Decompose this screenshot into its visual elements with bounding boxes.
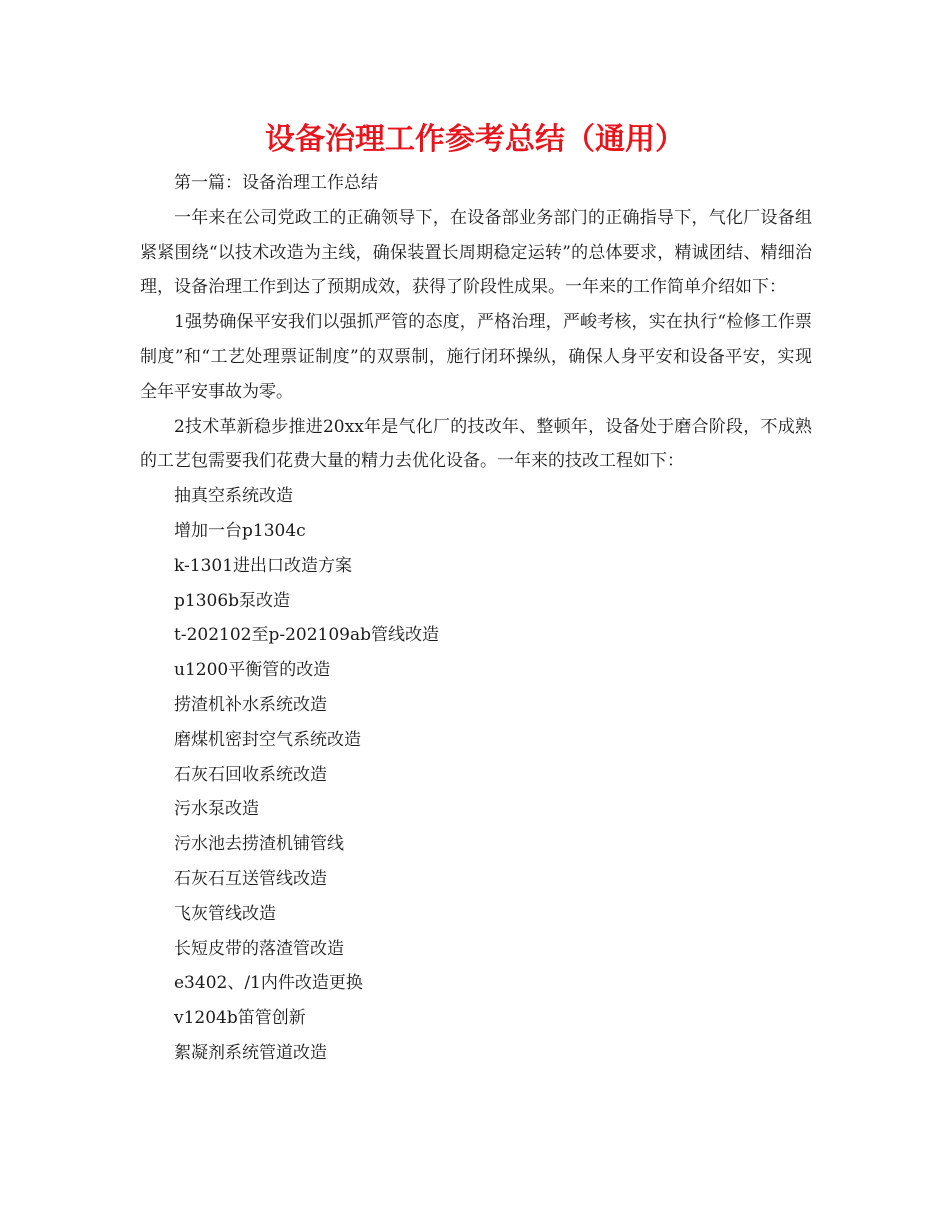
paragraph-safety: 1强势确保平安我们以强抓严管的态度，严格治理，严峻考核，实在执行“检修工作票制度”和“工艺处理票证制度”的双票制，施行闭环操纵，确保人身平安和设备平安，实现全年平安事故为零。 bbox=[140, 312, 812, 402]
paragraph-tech: 2技术革新稳步推进20xx年是气化厂的技改年、整顿年，设备处于磨合阶段，不成熟的工艺包需要我们花费大量的精力去优化设备。一年来的技改工程如下： bbox=[140, 416, 812, 472]
list-item: e3402、/1内件改造更换 bbox=[174, 973, 363, 994]
list-item: 污水泵改造 bbox=[174, 799, 259, 820]
list-item: k-1301进出口改造方案 bbox=[174, 555, 353, 576]
list-item: 石灰石互送管线改造 bbox=[174, 868, 327, 889]
document-body bbox=[140, 166, 812, 1071]
list-item: 捞渣机补水系统改造 bbox=[174, 694, 327, 715]
list-item: 絮凝剂系统管道改造 bbox=[174, 1042, 327, 1063]
list-item: 抽真空系统改造 bbox=[174, 486, 293, 507]
section-heading: 第一篇：设备治理工作总结 bbox=[174, 173, 378, 193]
paragraph-intro: 一年来在公司党政工的正确领导下，在设备部业务部门的正确指导下，气化厂设备组紧紧围绕“以技术改造为主线，确保装置长周期稳定运转”的总体要求，精诚团结、精细治理，设备治理工作到达了预期成效，获得了阶段性成果。一年来的工作简单介绍如下： bbox=[140, 207, 812, 298]
list-item: 长短皮带的落渣管改造 bbox=[174, 938, 344, 959]
list-item: 污水池去捞渣机铺管线 bbox=[174, 834, 344, 855]
list-item: 增加一台p1304c bbox=[174, 520, 306, 541]
list-item: u1200平衡管的改造 bbox=[174, 660, 331, 681]
project-list bbox=[140, 479, 812, 1071]
list-item: p1306b泵改造 bbox=[174, 590, 291, 611]
list-item: 磨煤机密封空气系统改造 bbox=[174, 729, 361, 750]
list-item: t-202102至p-202109ab管线改造 bbox=[174, 625, 440, 646]
list-item: 石灰石回收系统改造 bbox=[174, 764, 327, 785]
list-item: v1204b笛管创新 bbox=[174, 1008, 306, 1029]
document-title: 设备治理工作参考总结（通用） bbox=[265, 122, 685, 157]
list-item: 飞灰管线改造 bbox=[174, 903, 276, 924]
